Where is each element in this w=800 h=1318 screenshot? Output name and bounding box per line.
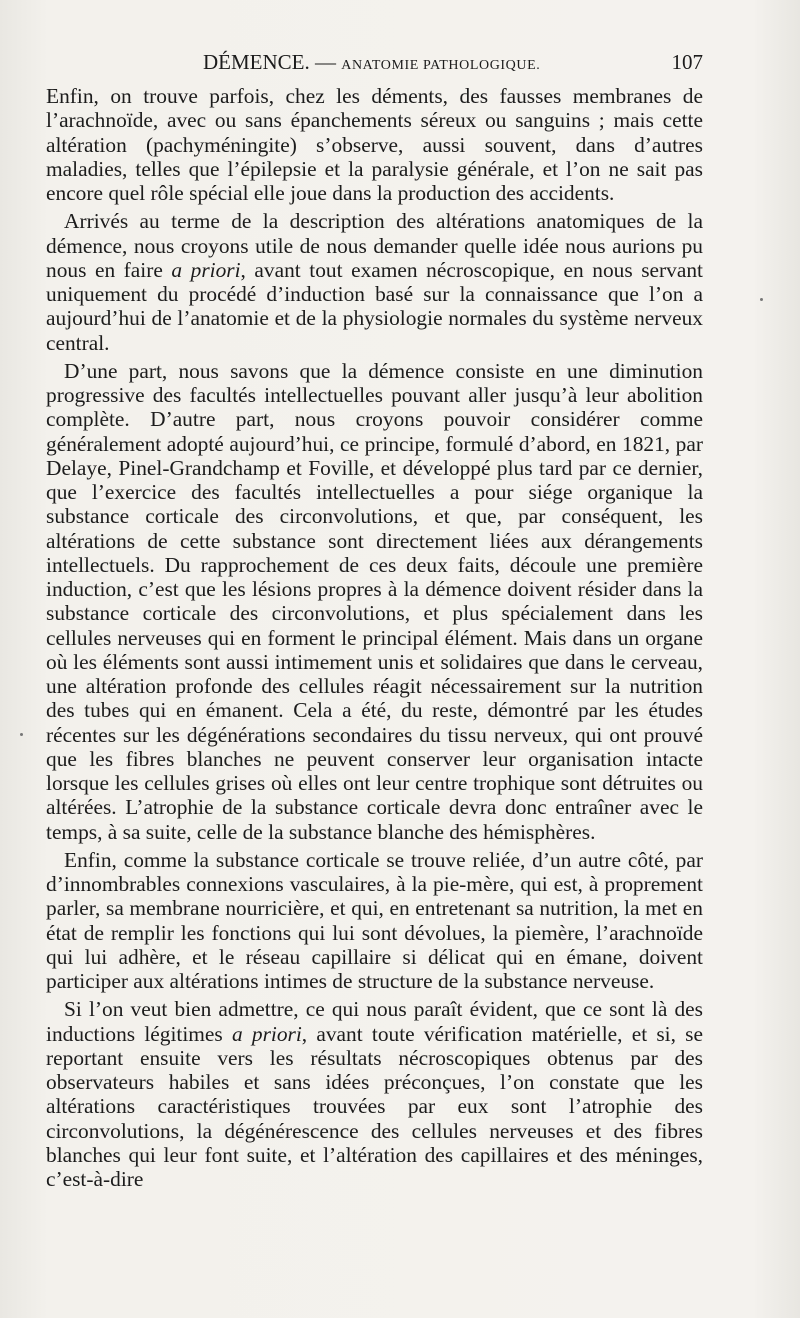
section-title: ANATOMIE PATHOLOGIQUE. xyxy=(341,58,541,73)
paragraph-4: Enfin, comme la substance corticale se trouve reliée, d’un autre côté, par d’innombrables connexions vasculaires, à la pie-mère, qui est, à proprement parler, sa membrane nourricière, et qui, en entretenant sa nutrition, la met en état de remplir les fonctions qui lui sont dévolues, la piemère, l’arachnoïde qui lui adhère, et le réseau capillaire si délicat qui en émane, doivent participer aux altérations intimes de structure de la substance nerveuse. xyxy=(46,847,703,993)
text-body xyxy=(46,84,703,1191)
running-header xyxy=(46,48,703,76)
running-title xyxy=(203,50,540,75)
chapter-title: DÉMENCE. xyxy=(203,50,310,74)
paragraph-2: Arrivés au terme de la description des altérations anatomiques de la démence, nous croyons utile de nous demander quelle idée nous aurions pu nous en faire a priori, avant tout examen nécroscopique, en nous servant uniquement du procédé d’induction basé sur la connaissance que l’on a aujourd’hui de l’anatomie et de la physiologie normales du système nerveux central. xyxy=(46,209,703,355)
page-number: 107 xyxy=(671,50,703,74)
paragraph-5: Si l’on veut bien admettre, ce qui nous paraît évident, que ce sont là des inductions légitimes a priori, avant toute vérification matérielle, et si, se reportant ensuite vers les résultats nécroscopiques obtenus par des observateurs habiles et sans idées préconçues, l’on constate que les altérations caractéristiques trouvées par eux sont l’atrophie des circonvolutions, la dégénérescence des cellules nerveuses et des fibres blanches qui leur font suite, et l’altération des capillaires et des méninges, c’est-à-dire xyxy=(46,997,703,1191)
paper-speck xyxy=(760,298,763,301)
paragraph-1: Enfin, on trouve parfois, chez les déments, des fausses membranes de l’arachnoïde, avec ou sans épanchements séreux ou sanguins ; mais cette altération (pachyméningite) s’observe, aussi souvent, dans d’autres maladies, telles que l’épilepsie et la paralysie générale, et l’on ne sait pas encore quel rôle spécial elle joue dans la production des accidents. xyxy=(46,84,703,205)
paper-speck xyxy=(20,733,23,736)
header-dash: — xyxy=(315,50,336,74)
paragraph-3: D’une part, nous savons que la démence consiste en une diminution progressive des facultés intellectuelles pouvant aller jusqu’à leur abolition complète. D’autre part, nous croyons pouvoir considérer comme généralement adopté aujourd’hui, ce principe, formulé d’abord, en 1821, par Delaye, Pinel-Grandchamp et Foville, et développé plus tard par ce dernier, que l’exercice des facultés intellectuelles a pour siége organique la substance corticale des circonvolutions, et que, par conséquent, les altérations de cette substance sont directement liées aux dérangements intellectuels. Du rapprochement de ces deux faits, découle une première induction, c’est que les lésions propres à la démence doivent résider dans la substance corticale des circonvolutions, et plus spécialement dans les cellules nerveuses qui en forment le principal élément. Mais dans un organe où les éléments sont aussi intimement unis et solidaires que dans le cerveau, une altération profonde des cellules réagit nécessairement sur la nutrition des tubes qui en émanent. Cela a été, du reste, démontré par les études récentes sur les dégénérations secondaires du tissu nerveux, qui ont prouvé que les fibres blanches ne peuvent conserver leur organisation intacte lorsque les cellules grises où elles ont leur centre trophique sont détruites ou altérées. L’atrophie de la substance corticale devra donc entraîner avec le temps, à sa suite, celle de la substance blanche des hémisphères. xyxy=(46,358,703,844)
